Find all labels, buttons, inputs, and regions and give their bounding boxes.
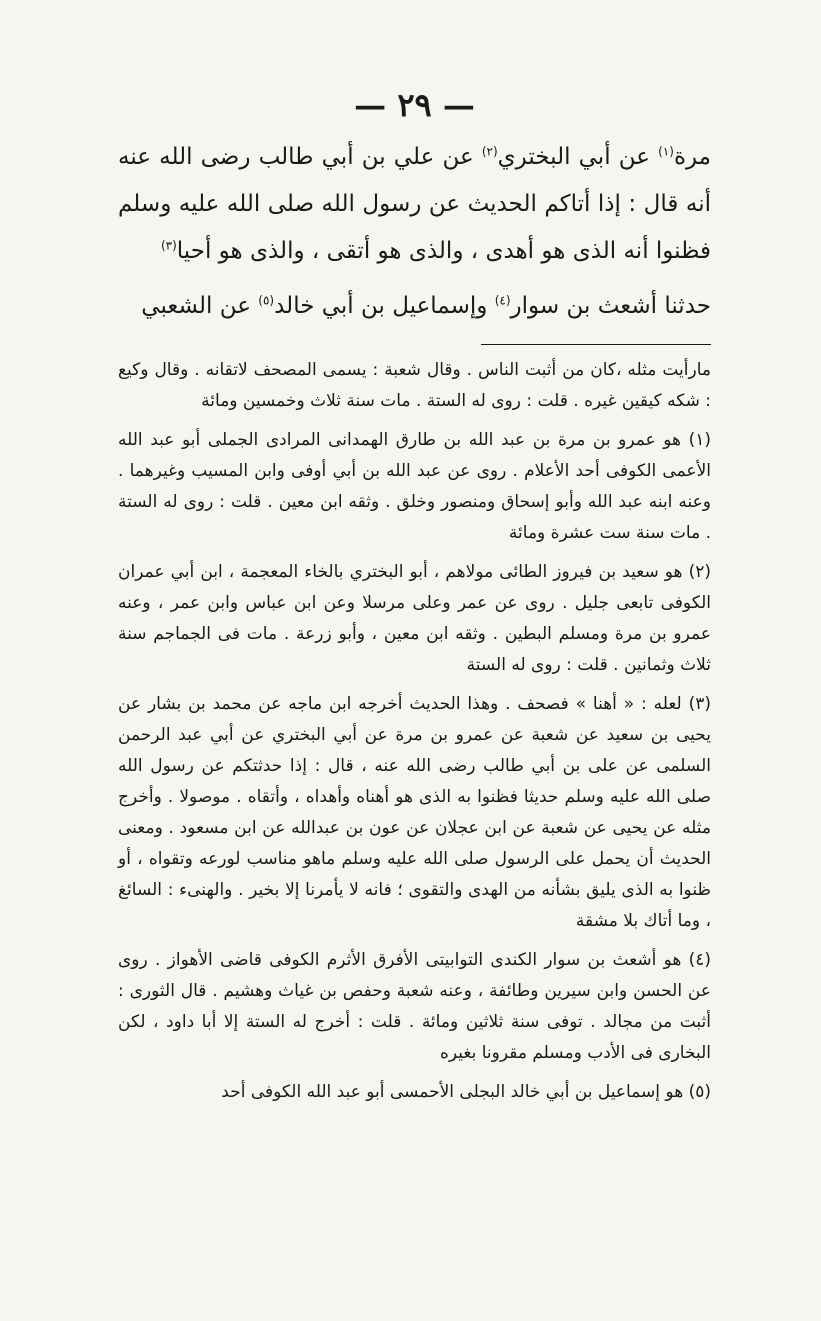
- footnote-3: (٣) لعله : « أهنا » فصحف . وهذا الحديث أخرجه ابن ماجه عن محمد بن بشار عن يحيى بن سعيد عن شعبة عن عمرو بن مرة عن أبي البختري عن أبي عبد الرحمن السلمى عن على بن أبي طالب رضى الله عنه ، قال : إذا حدثتكم عن رسول الله صلى الله عليه وسلم حديثا فظنوا به الذى هو أهناه وأهداه ، وأتقاه . موصولا . وأخرج مثله عن يحيى عن شعبة عن ابن عجلان عن عون بن عبدالله عن ابن مسعود . ومعنى الحديث أن يحمل على الرسول صلى الله عليه وسلم ماهو مناسب لورعه وتقواه ، أو ظنوا به الذى يليق بشأنه من الهدى والتقوى ؛ فانه لا يأمرنا إلا بخير . والهنىء : السائغ ، وما أتاك بلا مشقة: [118, 694, 711, 931]
- footnote-2: (٢) هو سعيد بن فيروز الطائى مولاهم ، أبو البختري بالخاء المعجمة ، ابن أبي عمران الكوفى تابعى جليل . روى عن عمر وعلى مرسلا وعن ابن عباس وابن عمر ، وعنه عمرو بن مرة ومسلم البطين . وثقه ابن معين ، وأبو زرعة . مات فى الجماجم سنة ثلاث وثمانين . قلت : روى له الستة: [118, 562, 711, 675]
- footnote-1: (١) هو عمرو بن مرة بن عبد الله بن طارق الهمدانى المرادى الجملى أبو عبد الله الأعمى الكوفى أحد الأعلام . روى عن عبد الله بن أبي أوفى وابن المسيب وغيرهما . وعنه ابنه عبد الله وأبو إسحاق ومنصور وخلق . وثقه ابن معين . قلت : روى له الستة . مات سنة ست عشرة ومائة: [118, 430, 711, 543]
- main-paragraph-2: [118, 283, 711, 330]
- footnote-continued: مارأيت مثله ،كان من أثبت الناس . وقال شعبة : يسمى المصحف لاتقانه . وقال وكيع : شكه كيقين غيره . قلت : روى له الستة . مات سنة ثلاث وخمسين ومائة: [118, 360, 711, 411]
- main-text-segment: حدثنا أشعث بن سوار: [510, 293, 711, 319]
- footnotes: [118, 355, 711, 1108]
- footnote-marker-2: (٢): [481, 144, 498, 159]
- main-text-segment: عن أبي البختري: [497, 144, 659, 170]
- footnote-marker-3: (٣): [160, 238, 177, 253]
- main-text: [118, 134, 711, 330]
- footnote-marker-4: (٤): [494, 293, 511, 308]
- main-paragraph-1: [118, 134, 711, 275]
- main-text-segment: وإسماعيل بن أبي خالد: [274, 293, 495, 319]
- footnote-separator: [481, 344, 711, 345]
- footnote-marker-5: (٥): [258, 293, 275, 308]
- main-text-segment: مرة: [673, 144, 711, 170]
- main-text-segment: عن الشعبي: [141, 293, 259, 319]
- page-number: — ٢٩ —: [354, 86, 475, 124]
- footnote-4: (٤) هو أشعث بن سوار الكندى التوابيتى الأفرق الأثرم الكوفى قاضى الأهواز . روى عن الحسن وابن سيرين وطائفة ، وعنه شعبة وحفص بن غياث وهشيم . قال الثورى : أثبت من مجالد . توفى سنة ثلاثين ومائة . قلت : أخرج له الستة إلا أبا داود ، لكن البخارى فى الأدب ومسلم مقرونا بغيره: [118, 950, 711, 1063]
- footnote-marker-1: (١): [658, 144, 674, 159]
- main-text-segment: عن علي بن أبي طالب رضى الله عنه أنه قال : إذا أتاكم الحديث عن رسول الله صلى الله عليه وسلم فظنوا أنه الذى هو أهدى ، والذى هو أتقى ، والذى هو أحيا: [118, 144, 711, 264]
- footnote-5: (٥) هو إسماعيل بن أبي خالد البجلى الأحمسى أبو عبد الله الكوفى أحد: [221, 1082, 711, 1102]
